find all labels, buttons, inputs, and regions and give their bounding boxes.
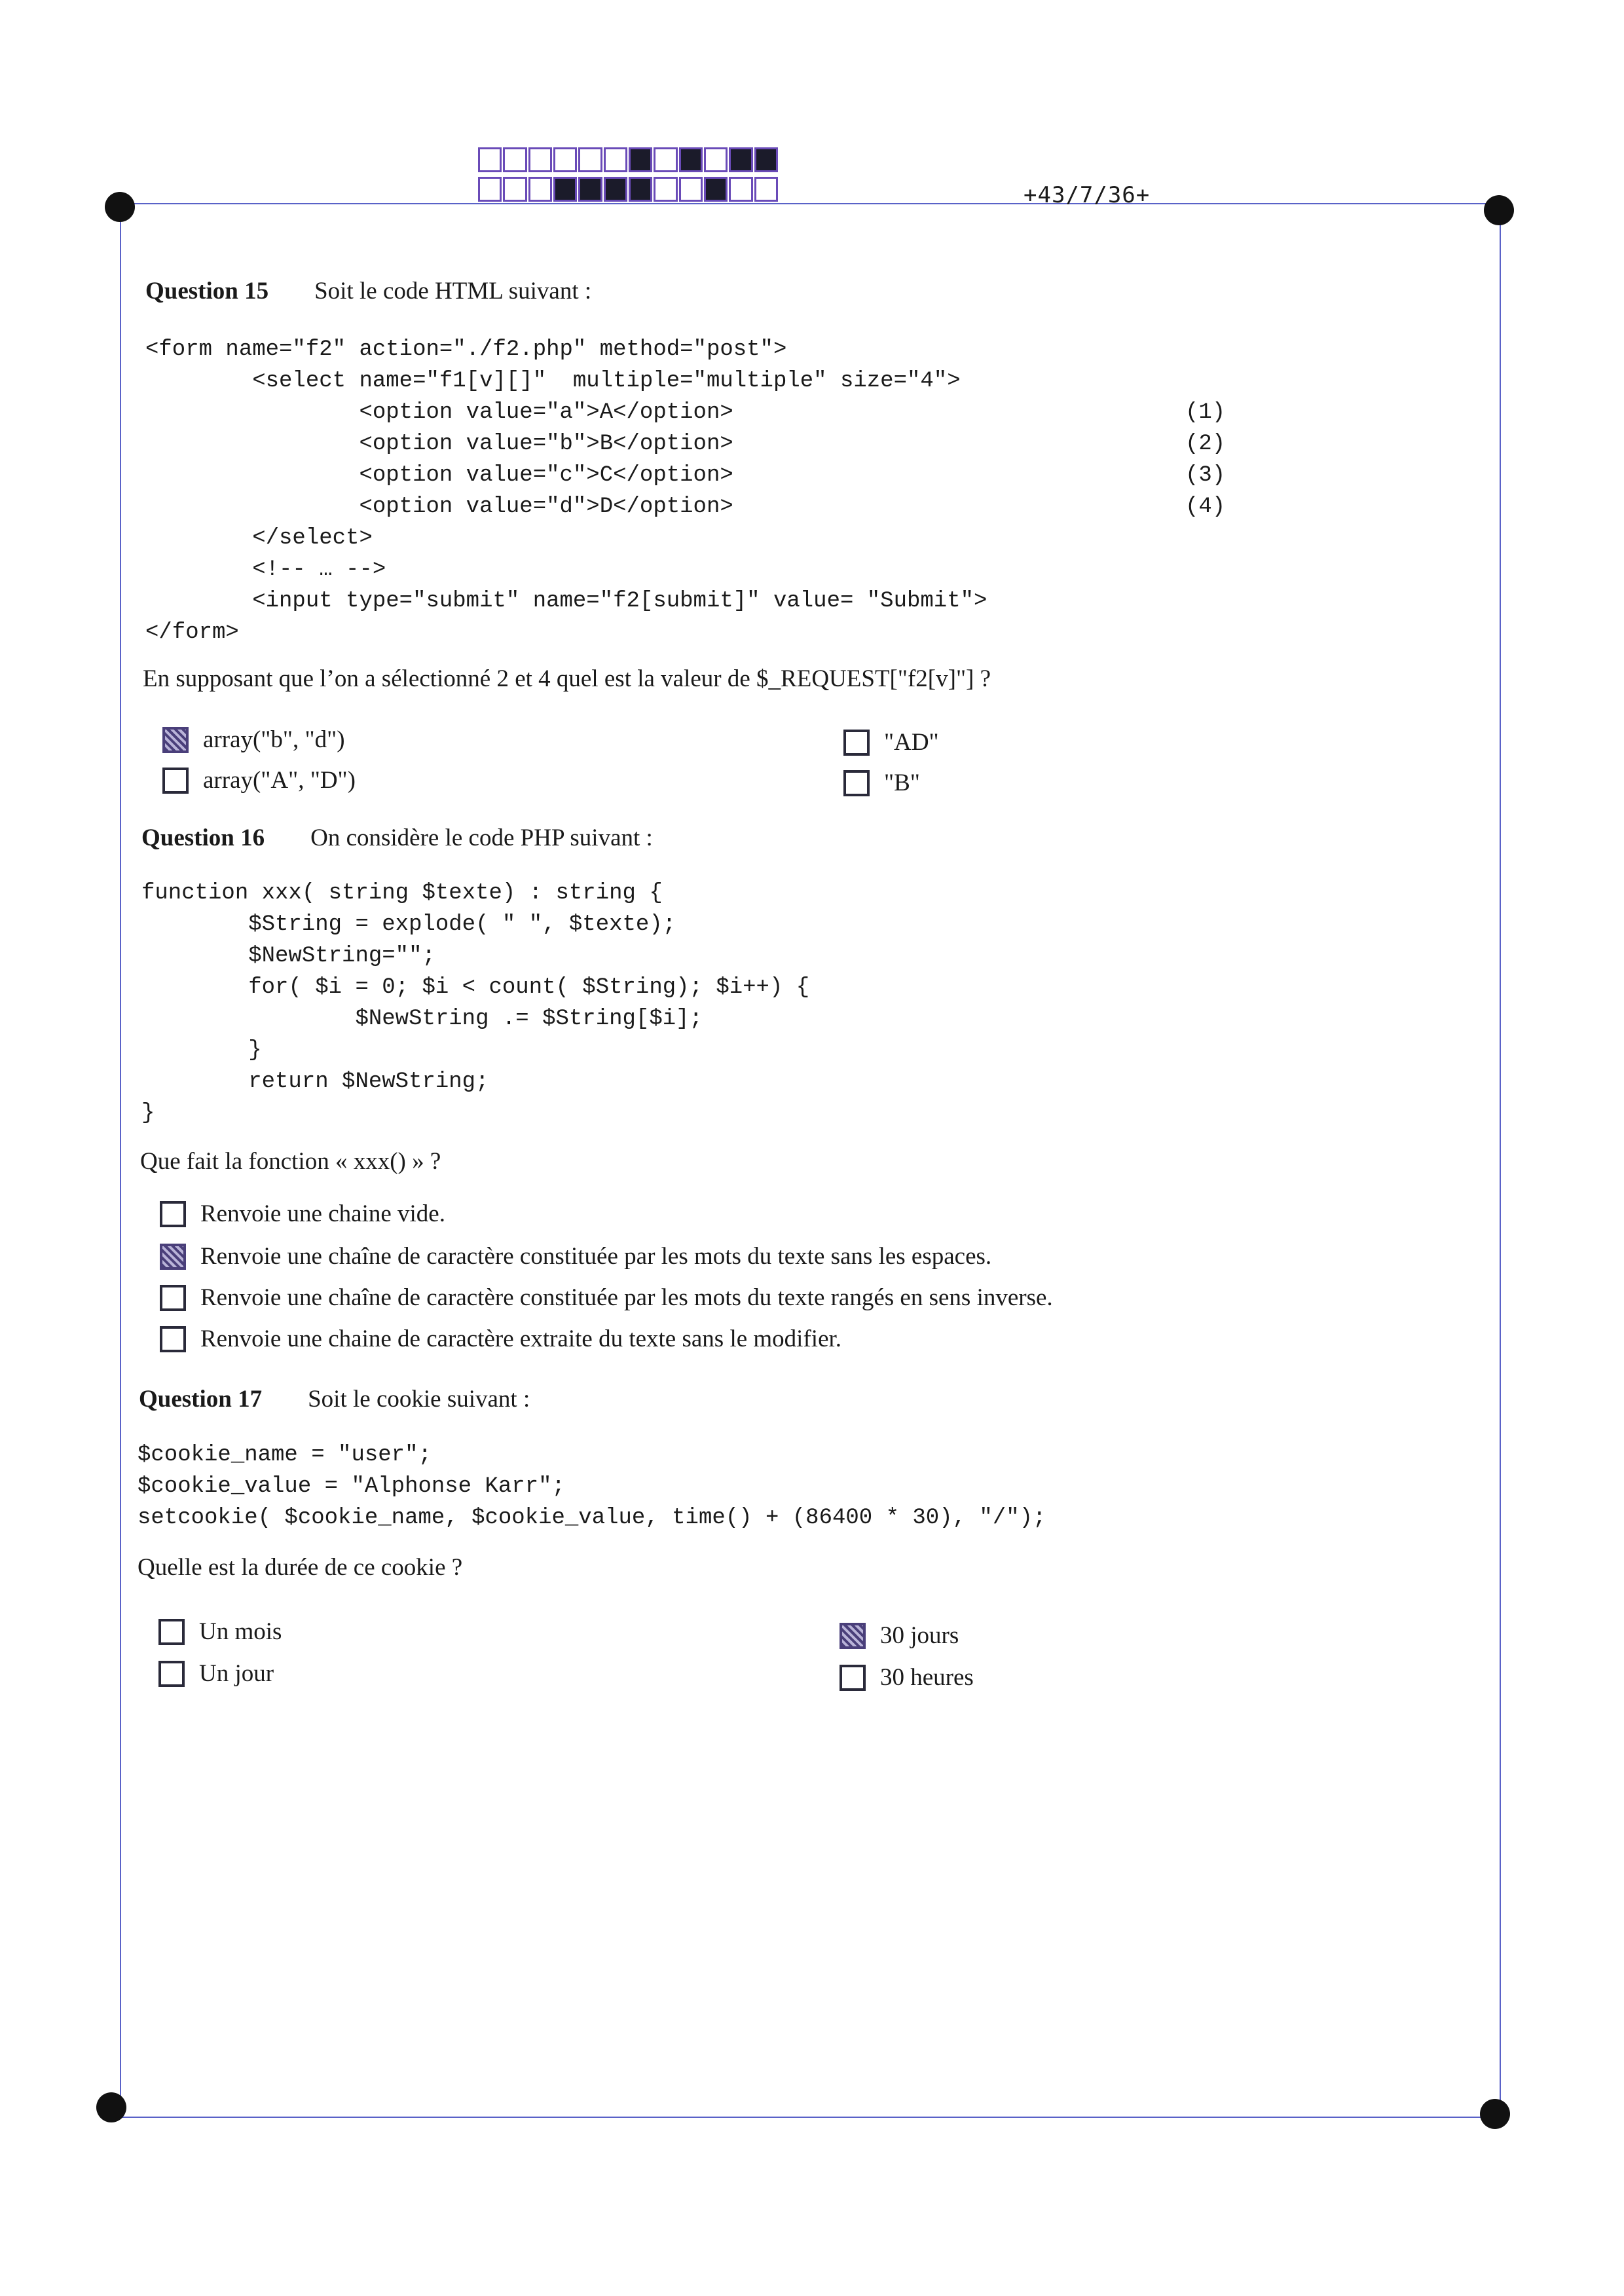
barcode-cell (503, 147, 526, 172)
barcode-cell (729, 177, 752, 202)
q16-choice-1[interactable] (160, 1200, 445, 1228)
question-intro: Soit le cookie suivant : (308, 1386, 530, 1413)
corner-mark-top-left (105, 192, 135, 222)
question-17-prompt: Quelle est la durée de ce cookie ? (138, 1554, 463, 1581)
question-16-prompt: Que fait la fonction « xxx() » ? (140, 1148, 441, 1175)
barcode-cell (654, 177, 677, 202)
line-label: (3) (1185, 463, 1226, 488)
barcode-cell (528, 177, 552, 202)
answer-checkbox[interactable] (158, 1619, 185, 1645)
barcode-cell (704, 177, 728, 202)
answer-checkbox[interactable] (162, 727, 189, 753)
answer-checkbox[interactable] (160, 1285, 186, 1311)
choice-label: Un jour (199, 1660, 274, 1687)
barcode-cell (503, 177, 526, 202)
answer-checkbox[interactable] (162, 768, 189, 794)
choice-label: "AD" (884, 729, 939, 756)
choice-label: Renvoie une chaine de caractère extraite du texte sans le modifier. (200, 1325, 842, 1352)
question-intro: Soit le code HTML suivant : (314, 278, 592, 305)
question-number: Question 16 (141, 824, 265, 851)
q16-choice-3[interactable] (160, 1284, 1053, 1312)
q17-choice-2[interactable] (158, 1659, 274, 1688)
barcode-cell (704, 147, 728, 172)
q16-choice-2[interactable] (160, 1242, 991, 1270)
answer-checkbox[interactable] (843, 770, 870, 796)
line-label: (1) (1185, 400, 1226, 425)
answer-checkbox[interactable] (160, 1244, 186, 1270)
barcode-cell (478, 147, 502, 172)
answer-checkbox[interactable] (160, 1201, 186, 1227)
choice-label: Renvoie une chaîne de caractère constituée par les mots du texte rangés en sens inverse. (200, 1284, 1053, 1311)
barcode-cell (553, 177, 577, 202)
answer-checkbox[interactable] (160, 1326, 186, 1352)
option-line-labels (1185, 397, 1225, 523)
question-number: Question 15 (145, 278, 269, 305)
line-label: (4) (1185, 494, 1226, 519)
q17-choice-3[interactable] (840, 1621, 959, 1650)
barcode-cell (553, 147, 577, 172)
choice-label: Renvoie une chaine vide. (200, 1200, 445, 1227)
choice-label: Un mois (199, 1618, 282, 1645)
choice-label: 30 heures (880, 1664, 974, 1691)
corner-mark-top-right (1484, 195, 1514, 225)
q15-choice-1[interactable] (162, 726, 345, 754)
choice-label: array("A", "D") (203, 767, 356, 794)
answer-checkbox[interactable] (843, 730, 870, 756)
q15-choice-3[interactable] (843, 728, 939, 756)
question-15-header (145, 277, 591, 305)
barcode-cell (578, 147, 602, 172)
barcode-cell (604, 177, 627, 202)
question-15-code: <form name="f2" action="./f2.php" method="post"> <select name="f1[v][]" multiple="multiple" size="4"> <option value="a">A</option> <option value="b">B</option> <option value="c">C</option> <option value="d">D</option> </select> <!-- … --> <input type="submit" name="f2[submit]" value= "Submit"> </form> (145, 337, 987, 645)
barcode-cell (478, 177, 502, 202)
choice-label: "B" (884, 769, 920, 796)
barcode-cell (629, 177, 652, 202)
barcode-row-2 (478, 177, 779, 202)
barcode-cell (604, 147, 627, 172)
barcode-cell (754, 147, 778, 172)
answer-checkbox[interactable] (158, 1661, 185, 1687)
corner-mark-bottom-right (1480, 2099, 1510, 2129)
corner-mark-bottom-left (96, 2092, 126, 2122)
q16-choice-4[interactable] (160, 1325, 841, 1353)
q15-choice-4[interactable] (843, 769, 920, 797)
question-16-code: function xxx( string $texte) : string { $String = explode( " ", $texte); $NewString=""; for( $i = 0; $i < count( $String); $i++) { $NewString .= $String[$i]; } return $NewString; } (141, 881, 810, 1126)
question-number: Question 17 (139, 1386, 263, 1413)
answer-checkbox[interactable] (840, 1623, 866, 1649)
barcode-cell (629, 147, 652, 172)
barcode-cell (528, 147, 552, 172)
q17-choice-4[interactable] (840, 1663, 974, 1692)
question-17-header (139, 1385, 530, 1413)
barcode-cell (729, 147, 752, 172)
barcode-row-1 (478, 147, 779, 172)
barcode-cell (754, 177, 778, 202)
choice-label: array("b", "d") (203, 726, 345, 753)
q15-choice-2[interactable] (162, 766, 356, 794)
choice-label: Renvoie une chaîne de caractère constituée par les mots du texte sans les espaces. (200, 1243, 992, 1270)
line-label: (2) (1185, 432, 1226, 456)
barcode-cell (679, 147, 703, 172)
page-code: +43/7/36+ (1024, 182, 1151, 208)
choice-label: 30 jours (880, 1622, 959, 1649)
question-16-header (141, 824, 653, 852)
q17-choice-1[interactable] (158, 1618, 282, 1646)
barcode-cell (679, 177, 703, 202)
question-15-prompt: En supposant que l’on a sélectionné 2 et 4 quel est la valeur de $_REQUEST["f2[v]"] ? (143, 665, 991, 692)
question-intro: On considère le code PHP suivant : (310, 824, 653, 851)
answer-checkbox[interactable] (840, 1665, 866, 1691)
barcode-cell (654, 147, 677, 172)
barcode-cell (578, 177, 602, 202)
question-17-code: $cookie_name = "user"; $cookie_value = "Alphonse Karr"; setcookie( $cookie_name, $cookie_value, time() + (86400 * 30), "/"); (138, 1443, 1046, 1530)
